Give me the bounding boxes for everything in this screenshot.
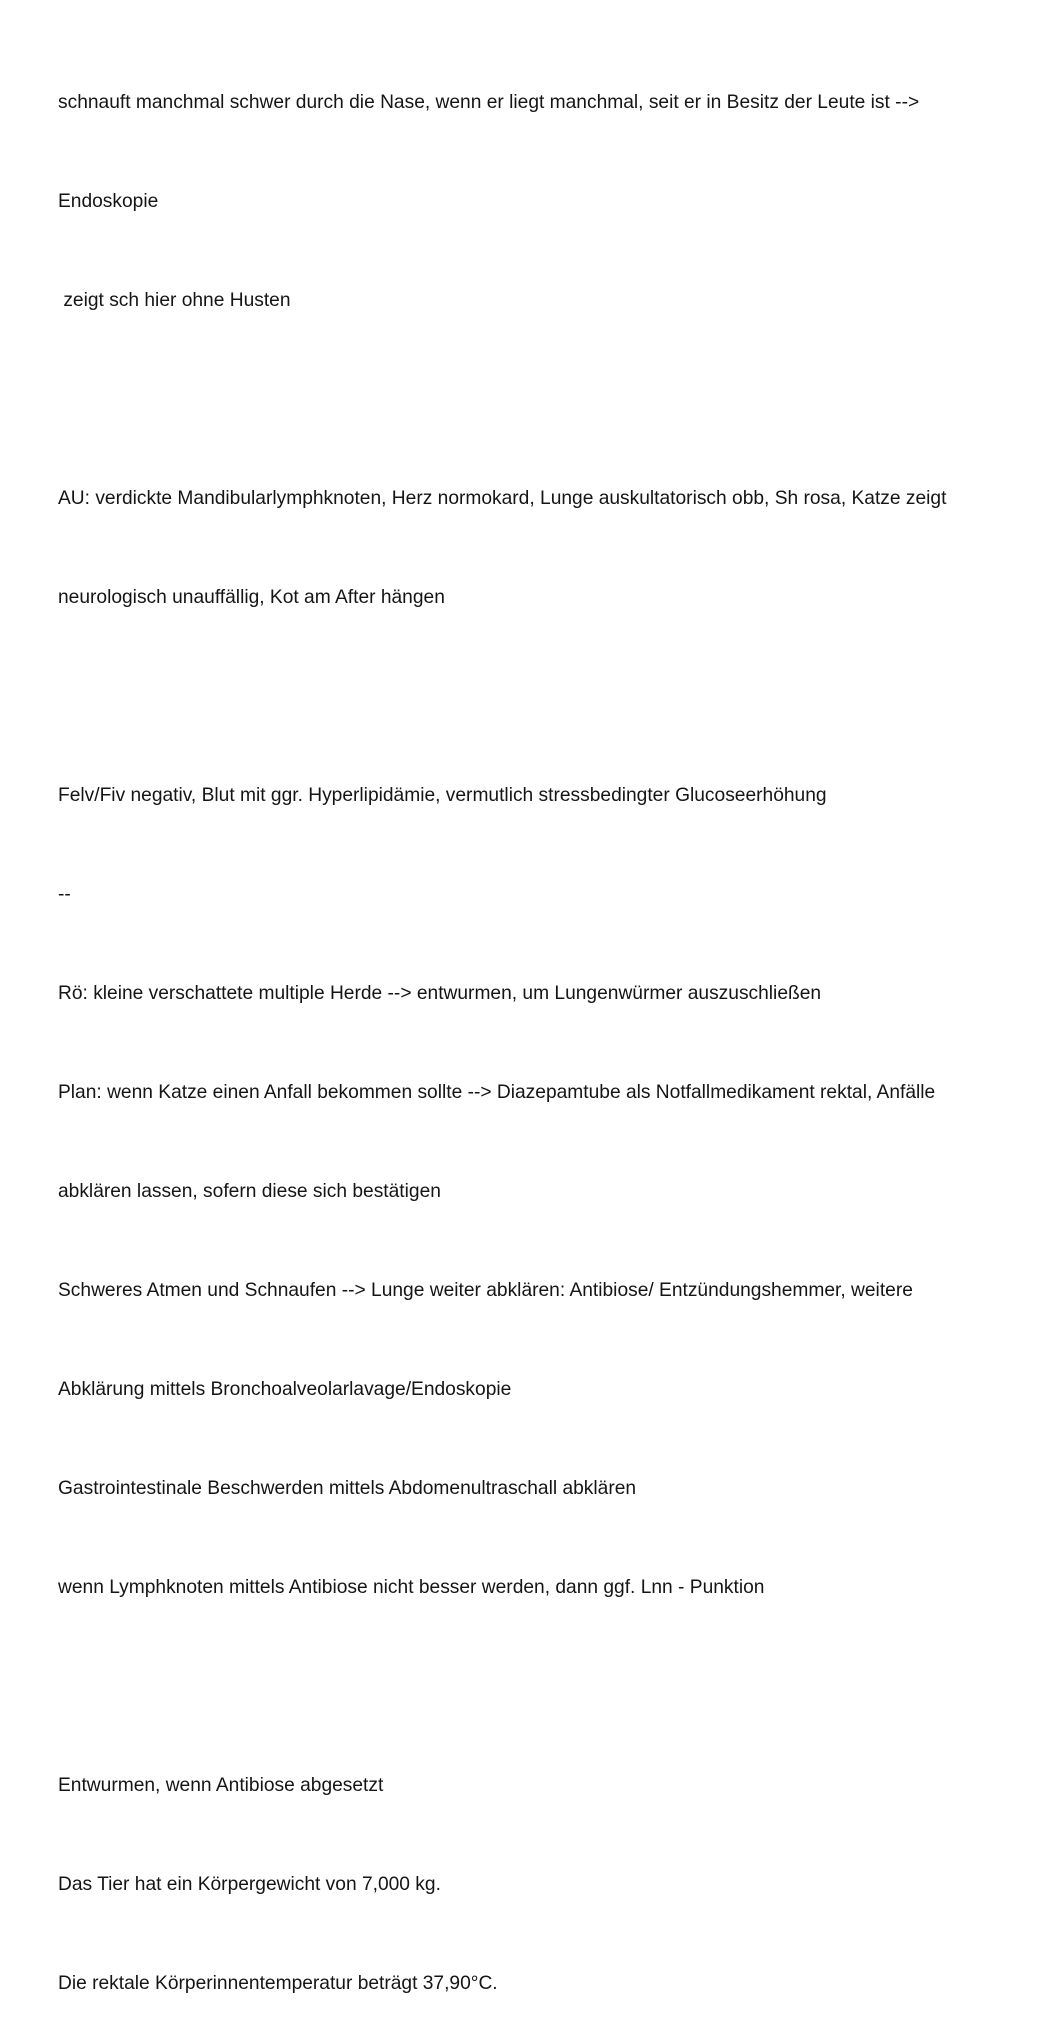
text-line-13: Schweres Atmen und Schnaufen --> Lunge weiter abklären: Antibiose/ Entzündungshemmer, weitere [58, 1280, 913, 1301]
text-line-12: abklären lassen, sofern diese sich bestätigen [58, 1181, 441, 1202]
blank-line [58, 680, 1052, 713]
text-line-5: AU: verdickte Mandibularlymphknoten, Herz normokard, Lunge auskultatorisch obb, Sh rosa, Katze zeigt [58, 488, 947, 509]
text-line-16: wenn Lymphknoten mittels Antibiose nicht besser werden, dann ggf. Lnn - Punktion [58, 1577, 765, 1598]
text-line-14: Abklärung mittels Bronchoalveolarlavage/Endoskopie [58, 1379, 512, 1400]
text-line-8: Felv/Fiv negativ, Blut mit ggr. Hyperlipidämie, vermutlich stressbedingter Glucoseerhöhung [58, 785, 827, 806]
blank-line [58, 1670, 1052, 1703]
text-line-10: Rö: kleine verschattete multiple Herde --> entwurmen, um Lungenwürmer auszuschließen [58, 983, 822, 1004]
text-line-6: neurologisch unauffällig, Kot am After hängen [58, 587, 445, 608]
text-line-1: schnauft manchmal schwer durch die Nase, wenn er liegt manchmal, seit er in Besitz der Leute ist --> [58, 92, 920, 113]
text-line-18: Entwurmen, wenn Antibiose abgesetzt [58, 1775, 384, 1796]
text-line-15: Gastrointestinale Beschwerden mittels Abdomenultraschall abklären [58, 1478, 637, 1499]
text-line-11: Plan: wenn Katze einen Anfall bekommen sollte --> Diazepamtube als Notfallmedikament rektal, Anfälle [58, 1082, 936, 1103]
text-line-9: -- [58, 884, 71, 905]
text-line-2: Endoskopie [58, 191, 159, 212]
document-body [58, 20, 1052, 2033]
text-line-19: Das Tier hat ein Körpergewicht von 7,000 kg. [58, 1874, 441, 1895]
blank-line [58, 383, 1052, 416]
text-line-20: Die rektale Körperinnentemperatur beträgt 37,90°C. [58, 1973, 498, 1994]
text-line-3: zeigt sch hier ohne Husten [58, 290, 291, 311]
